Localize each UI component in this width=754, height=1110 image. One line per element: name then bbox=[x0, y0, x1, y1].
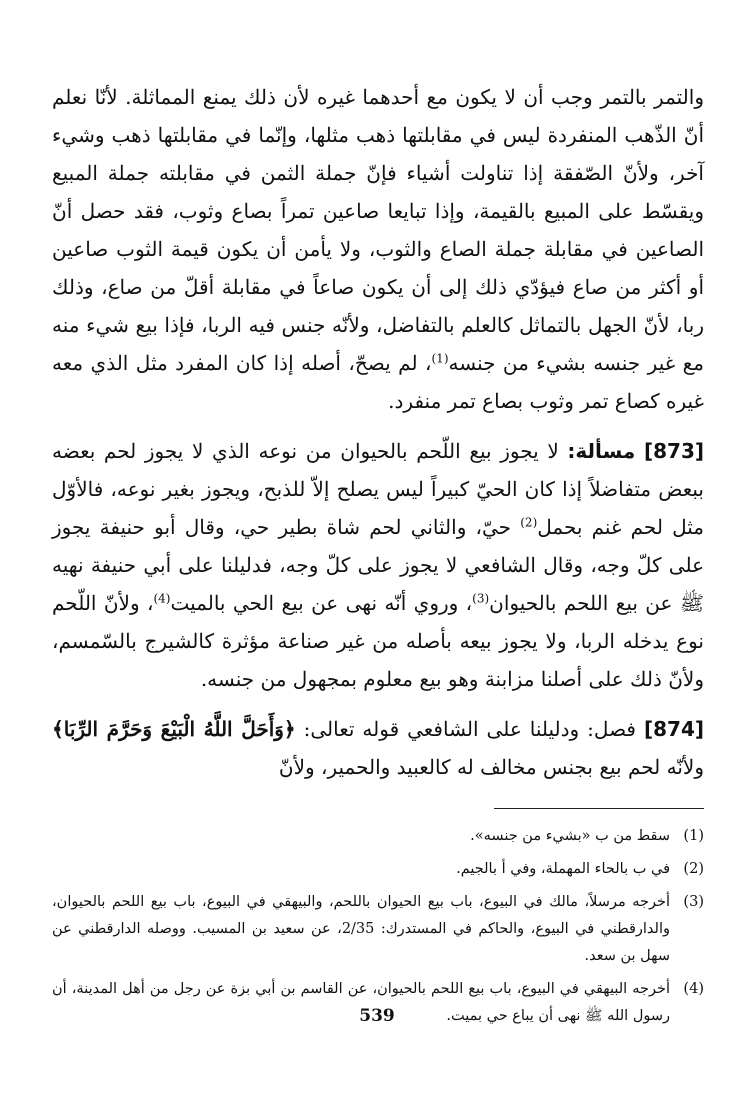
footnote-number: (3) bbox=[683, 894, 704, 910]
footnote-ref-1: (1) bbox=[431, 351, 449, 366]
paragraph-1-text-b: ، لم يصحّ، أصله إذا كان المفرد مثل الذي معه غيره كصاع تمر وثوب بصاع تمر منفرد. bbox=[52, 351, 704, 413]
issue-heading: مسألة: bbox=[567, 439, 636, 463]
main-text bbox=[52, 78, 704, 786]
paragraph-873 bbox=[52, 432, 704, 698]
paragraph-874 bbox=[52, 710, 704, 786]
footnote-text: أخرجه البيهقي في البيوع، باب بيع اللحم بالحيوان، عن القاسم بن أبي بزة عن رجل من أهل المدينة، أن رسول الله ﷺ نهى أن يباع حي بميت. bbox=[52, 981, 670, 1024]
footnote-number: (2) bbox=[683, 861, 704, 877]
footnote-ref-3: (3) bbox=[472, 591, 490, 606]
footnotes bbox=[52, 823, 704, 1030]
footnote-ref-2: (2) bbox=[520, 515, 538, 530]
footnote-2 bbox=[52, 856, 704, 883]
footnote-3 bbox=[52, 889, 704, 970]
footnote-number: (4) bbox=[683, 981, 704, 997]
paragraph-874-text-b: ولأنّه لحم بيع بجنس مخالف له كالعبيد والحمير، ولأنّ bbox=[278, 755, 704, 779]
footnote-number: (1) bbox=[683, 828, 704, 844]
paragraph-874-text-a: فصل: ودليلنا على الشافعي قوله تعالى: bbox=[295, 717, 644, 741]
footnote-text: أخرجه مرسلاً، مالك في البيوع، باب بيع الحيوان باللحم، والبيهقي في البيوع، باب بيع اللحم بالحيوان، والدارقطني في البيوع، والحاكم في المستدرك: 2/35، عن سعيد بن المسيب. ووصله الدارقطني عن سهل بن سعد. bbox=[52, 894, 670, 964]
issue-number-873: [873] bbox=[643, 439, 704, 463]
footnote-ref-4: (4) bbox=[153, 591, 171, 606]
quran-verse: ﴿وَأَحَلَّ اللَّهُ الْبَيْعَ وَحَرَّمَ الرِّبَا﴾ bbox=[52, 717, 296, 741]
paragraph-873-text-b: حيّ، والثاني لحم شاة بطير حي، وقال أبو حنيفة يجوز على كلّ وجه، وقال الشافعي لا يجوز على كلّ وجه، فدليلنا على أبي حنيفة نهيه ﷺ عن بيع اللحم بالحيوان bbox=[52, 515, 704, 615]
page-number: 539 bbox=[359, 1006, 395, 1026]
footnote-1 bbox=[52, 823, 704, 850]
footnote-separator bbox=[494, 808, 704, 809]
paragraph-873-text-a: لا يجوز بيع اللّحم بالحيوان من نوعه الذي لا يجوز لحم بعضه ببعض متفاضلاً إذا كان الحيّ كبيراً ليس يصلح إلاّ للذبح، ويجوز بغير نوعه، فالأوّل مثل لحم غنم بحمل bbox=[52, 439, 705, 539]
paragraph-873-text-d: ، ولأنّ اللّحم نوع يدخله الربا، ولا يجوز بيعه بأصله من غير صناعة مؤثرة كالشيرج بالسّمسم، ولأنّ ذلك على أصلنا مزابنة وهو بيع معلوم بمجهول من جنسه. bbox=[52, 591, 704, 691]
paragraph-1-text-a: والتمر بالتمر وجب أن لا يكون مع أحدهما غيره لأن ذلك يمنع المماثلة. لأنّا نعلم أنّ الذّهب المنفردة ليس في مقابلتها ذهب مثلها، وإنّما في مقابلتها ذهب وشيء آخر، ولأنّ الصّفقة إذا تناولت أشياء فإنّ جملة الثمن في مقابلته جملة المبيع ويقسّط على المبيع بالقيمة، وإذا تبايعا صاعين تمراً بصاع وثوب، فقد حصل أنّ الصاعين في مقابلة جملة الصاع والثوب، ولا يأمن أن يكون قيمة الثوب صاعين أو أكثر من صاع فيؤدّي ذلك إلى أن يكون صاعاً في مقابلة أقلّ من صاع، وذلك ربا، لأنّ الجهل بالتماثل كالعلم بالتفاضل، ولأنّه جنس فيه الربا، فإذا بيع شيء منه مع غير جنسه بشيء من جنسه bbox=[52, 85, 704, 375]
footnote-text: في ب بالحاء المهملة، وفي أ بالجيم. bbox=[456, 861, 670, 877]
issue-number-874: [874] bbox=[643, 717, 704, 741]
paragraph-1 bbox=[52, 78, 704, 420]
paragraph-873-text-c: ، وروي أنّه نهى عن بيع الحي بالميت bbox=[170, 591, 473, 615]
footnote-text: سقط من ب «بشيء من جنسه». bbox=[470, 828, 670, 844]
